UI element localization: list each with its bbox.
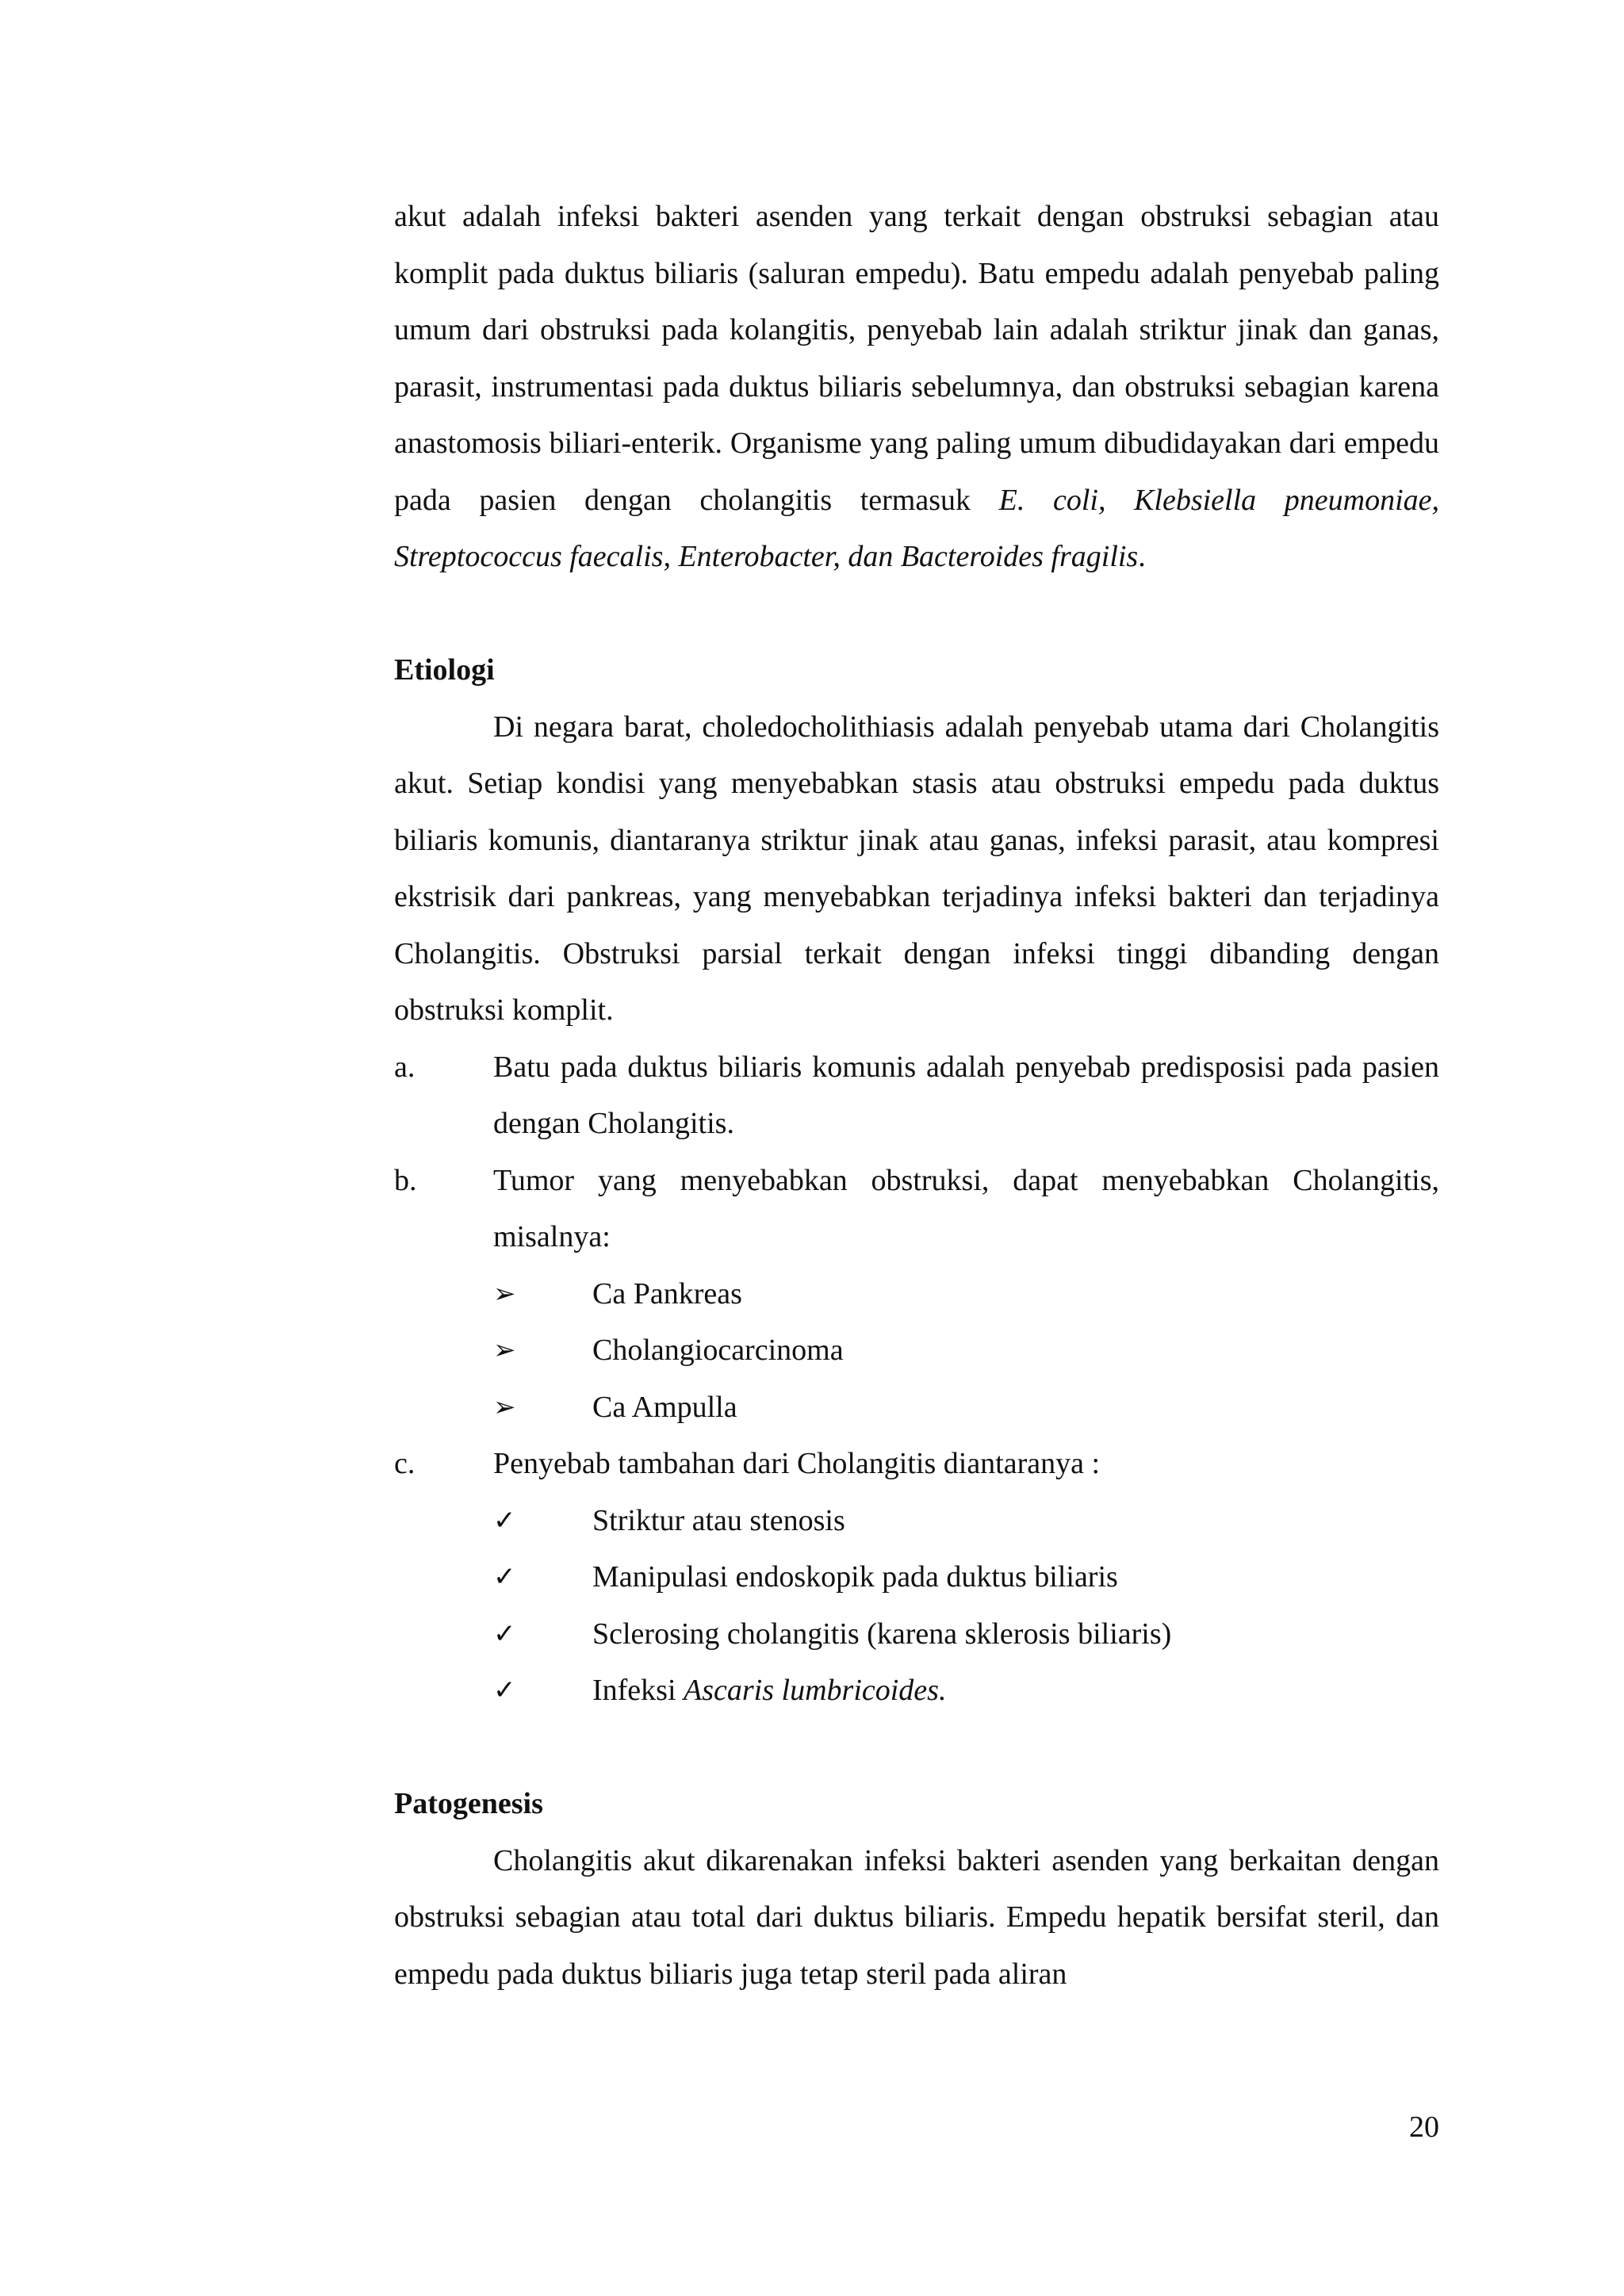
page-number: 20 (1409, 2110, 1439, 2144)
checkmark-icon: ✓ (493, 1504, 516, 1536)
list-marker: b. (394, 1163, 417, 1197)
list-item-text: Batu pada duktus biliaris komunis adalah penyebab predisposisi pada pasien dengan Cholangitis. (493, 1050, 1439, 1140)
list-item-text: Penyebab tambahan dari Cholangitis diantaranya : (493, 1447, 1101, 1480)
list-item-b (394, 1153, 1439, 1266)
ascaris-name: Ascaris lumbricoides. (684, 1674, 947, 1707)
patogenesis-heading: Patogenesis (394, 1787, 543, 1820)
cause-check-item (493, 1606, 1439, 1663)
list-item-a (394, 1039, 1439, 1153)
checkmark-icon: ✓ (493, 1674, 516, 1706)
tumor-bullet-item (493, 1322, 1439, 1380)
patogenesis-paragraph: Cholangitis akut dikarenakan infeksi bakteri asenden yang berkaitan dengan obstruksi sebagian atau total dari duktus biliaris. Empedu hepatik bersifat steril, dan empedu pada duktus biliaris juga tetap steril pada aliran (394, 1843, 1439, 1991)
list-marker: a. (394, 1050, 416, 1084)
tumor-bullet-text: Ca Pankreas (592, 1276, 742, 1311)
tumor-bullet-item (493, 1380, 1439, 1437)
intro-paragraph (394, 189, 1439, 586)
cause-check-text: Manipulasi endoskopik pada duktus biliaris (592, 1560, 1118, 1594)
etiologi-paragraph: Di negara barat, choledocholithiasis adalah penyebab utama dari Cholangitis akut. Setiap kondisi yang menyebabkan stasis atau obstruksi empedu pada duktus biliaris komunis, diantaranya striktur jinak atau ganas, infeksi parasit, atau kompresi ekstrisik dari pankreas, yang menyebabkan terjadinya infeksi bakteri dan terjadinya Cholangitis. Obstruksi parsial terkait dengan infeksi tinggi dibanding dengan obstruksi komplit. (394, 710, 1439, 1027)
etiologi-list (394, 1039, 1439, 1720)
intro-text: akut adalah infeksi bakteri asenden yang terkait dengan obstruksi sebagian atau komplit pada duktus biliaris (saluran empedu). Batu empedu adalah penyebab paling umum dari obstruksi pada kolangitis, penyebab lain adalah striktur jinak dan ganas, parasit, instrumentasi pada duktus biliaris sebelumnya, dan obstruksi sebagian karena anastomosis biliari-enterik. Organisme yang paling umum dibudidayakan dari empedu pada pasien dengan cholangitis termasuk (394, 200, 1439, 517)
cause-check-item (493, 1663, 1439, 1720)
list-item-text: Tumor yang menyebabkan obstruksi, dapat menyebabkan Cholangitis, misalnya: (493, 1163, 1439, 1253)
checkmark-icon: ✓ (493, 1617, 516, 1650)
arrow-bullet-icon: ➢ (493, 1391, 516, 1423)
tumor-bullet-text: Cholangiocarcinoma (592, 1334, 844, 1367)
tumor-bullet-item (493, 1266, 1439, 1323)
organism-list: E. coli, Klebsiella pneumoniae, Streptococcus faecalis, Enterobacter, dan Bacteroides fragilis (394, 483, 1439, 573)
page-content (394, 189, 1439, 2003)
intro-end: . (1138, 540, 1146, 573)
cause-check-text: Striktur atau stenosis (592, 1503, 845, 1537)
cause-check-item (493, 1493, 1439, 1550)
arrow-bullet-icon: ➢ (493, 1277, 516, 1310)
cause-check-text (592, 1663, 1439, 1720)
cause-check-text: Sclerosing cholangitis (karena sklerosis biliaris) (592, 1617, 1172, 1651)
etiologi-heading: Etiologi (394, 653, 495, 687)
list-marker: c. (394, 1447, 416, 1480)
list-item-c (394, 1436, 1439, 1493)
cause-check-item (493, 1549, 1439, 1606)
infeksi-label: Infeksi (592, 1674, 684, 1707)
arrow-bullet-icon: ➢ (493, 1334, 516, 1366)
checkmark-icon: ✓ (493, 1561, 516, 1593)
tumor-bullet-text: Ca Ampulla (592, 1390, 737, 1424)
